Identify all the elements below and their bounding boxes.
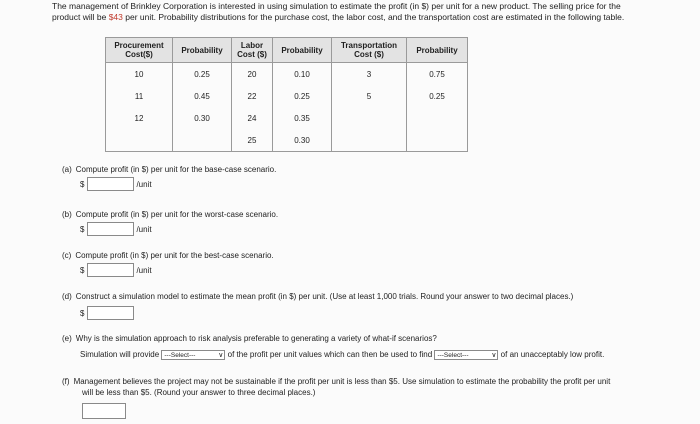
answer-f-input[interactable] [82,403,126,419]
table-cell: 5 [332,85,407,107]
problem-intro [52,1,692,23]
table-cell: 0.10 [273,63,332,86]
answer-a-row [80,177,152,191]
table-cell: 0.25 [407,85,468,107]
question-text: Compute profit (in $) per unit for the best-case scenario. [75,251,274,260]
table-cell: 11 [106,85,173,107]
table-cell: 0.30 [273,129,332,152]
selling-price: $43 [108,12,123,22]
select-dropdown-1[interactable] [161,350,225,360]
select-value: ---Select--- [164,351,196,359]
answer-c-input[interactable] [87,263,134,277]
answer-c-row [80,263,152,277]
header-probability-2: Probability [273,38,332,63]
question-d [62,291,573,302]
question-text: Management believes the project may not be sustainable if the profit per unit is less than $5. Use simulation to estimate the probability the profit per unit [73,377,611,386]
answer-d-input[interactable] [87,306,134,320]
question-e [62,333,437,344]
answer-e-row [80,349,604,360]
question-label: (f) [62,377,70,386]
table-cell: 20 [232,63,273,86]
sentence-part-2: of the profit per unit values which can then be used to find [227,350,433,359]
question-label: (b) [62,210,72,219]
question-label: (d) [62,292,72,301]
sentence-part-3: of an unacceptably low profit. [500,350,605,359]
table-cell [407,129,468,152]
question-b [62,209,278,220]
question-label: (e) [62,334,72,343]
table-cell: 0.35 [273,107,332,129]
dollar-sign: $ [80,308,85,318]
header-procurement-cost: Procurement Cost($) [106,38,173,63]
answer-b-row [80,222,152,236]
question-f [62,376,692,398]
dollar-sign: $ [80,179,85,189]
table-cell: 0.25 [173,63,232,86]
chevron-down-icon: ∨ [218,351,224,359]
question-text: Compute profit (in $) per unit for the base-case scenario. [75,165,277,174]
table-cell: 25 [232,129,273,152]
table-cell [173,129,232,152]
table-cell: 0.30 [173,107,232,129]
answer-f-row [82,403,126,419]
header-transportation-cost: Transportation Cost ($) [332,38,407,63]
chevron-down-icon: ∨ [491,351,497,359]
header-probability-1: Probability [173,38,232,63]
intro-line-1: The management of Brinkley Corporation is interested in using simulation to estimate the profit (in $) per unit for a new product. The selling price for the [52,1,621,11]
table-cell [332,129,407,152]
header-labor-cost: Labor Cost ($) [232,38,273,63]
question-label: (c) [62,251,72,260]
unit-label: /unit [136,265,152,275]
table-cell [407,107,468,129]
table-row [106,63,468,86]
table-row [106,85,468,107]
table-cell: 22 [232,85,273,107]
dollar-sign: $ [80,224,85,234]
table-cell: 12 [106,107,173,129]
table-row [106,129,468,152]
header-probability-3: Probability [407,38,468,63]
unit-label: /unit [136,224,152,234]
answer-d-row [80,306,134,320]
intro-text-cont: per unit. Probability distributions for the purchase cost, the labor cost, and the transportation cost are estimated in the following table. [122,12,625,22]
intro-text: product will be [52,12,109,22]
question-c [62,250,274,261]
question-text-cont: will be less than $5. (Round your answer to three decimal places.) [82,388,316,397]
select-value: ---Select--- [437,351,469,359]
question-text: Compute profit (in $) per unit for the worst-case scenario. [75,210,279,219]
table-cell [332,107,407,129]
select-dropdown-2[interactable] [434,350,498,360]
intro-line-2 [52,12,692,23]
table-cell: 3 [332,63,407,86]
unit-label: /unit [136,179,152,189]
sentence-part-1: Simulation will provide [80,350,160,359]
question-text: Why is the simulation approach to risk analysis preferable to generating a variety of what-if scenarios? [75,334,437,343]
table-cell: 0.75 [407,63,468,86]
question-text: Construct a simulation model to estimate the mean profit (in $) per unit. (Use at least 1,000 trials. Round your answer to two decimal places.) [75,292,574,301]
table-cell [106,129,173,152]
question-a [62,164,276,175]
answer-a-input[interactable] [87,177,134,191]
table-cell: 0.25 [273,85,332,107]
table-cell: 24 [232,107,273,129]
dollar-sign: $ [80,265,85,275]
probability-table [105,37,468,152]
table-cell: 0.45 [173,85,232,107]
table-cell: 10 [106,63,173,86]
table-row [106,107,468,129]
answer-b-input[interactable] [87,222,134,236]
question-label: (a) [62,165,72,174]
